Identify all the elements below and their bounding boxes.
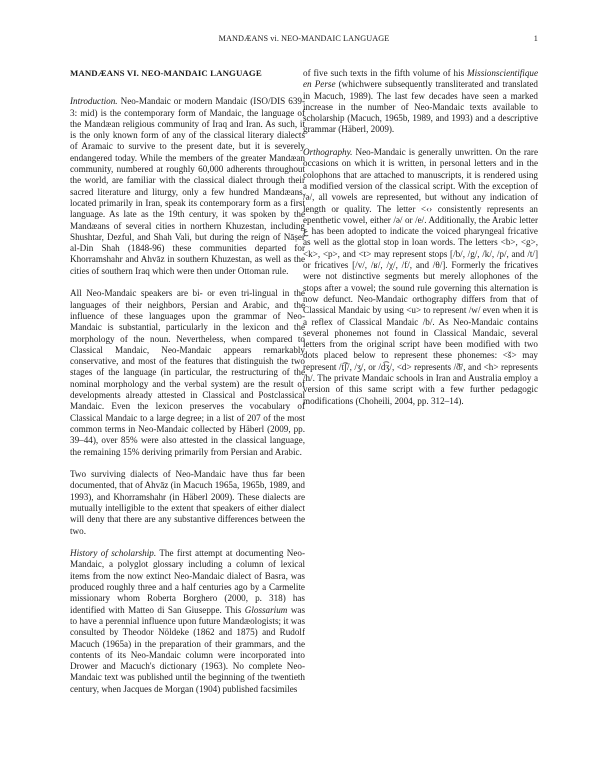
right-column	[303, 68, 538, 418]
introduction-paragraph	[70, 96, 305, 277]
page-number: 1	[533, 34, 538, 43]
history-paragraph-continued	[303, 68, 538, 136]
orthography-text: Neo-Mandaic is generally unwritten. On the rare occasions on which it is written, in personal letters and in the colophons that are attached to manuscripts, it is rendered using a modified version of the classical script. With the exception of /ə/, all vowels are represented, but without any indication of length or quality. The letter <‹› consistently represents an epenthetic vowel, either /ə/ or /e/. Additionally, the Arabic letter ع has been adopted to indicate the voiced pharyngeal fricative as well as the glottal stop in loan words. The letters <b>, <g>, <k>, <p>, and <t> may represent stops [/b/, /g/, /k/, /p/, and /t/] or fricatives [/v/, /ʁ/, /χ/, /f/, and /θ/]. Formerly the fricatives were not distinctive segments but merely allophones of the stops after a vowel; the sound rule governing this alternation is now defunct. Neo-Mandaic orthography differs from that of Classical Mandaic by using <u> to represent /w/ even when it is a reflex of Classical Mandaic /b/. As Neo-Mandaic contains several phonemes not found in Classical Mandaic, several letters from the original script have been modified with two dots placed below to represent these phonemes: <š> may represent /t͡ʃ/, /ʒ/, or /d͡ʒ/, <d> represents /ð̄/, and <h> represents /h/. The private Mandaic schools in Iran and Australia employ a version of this same script with a few further pedagogic modifications (Choheili, 2004, pp. 312–14).	[303, 147, 538, 406]
orthography-heading: Orthography.	[303, 147, 353, 158]
introduction-heading: Introduction.	[70, 96, 118, 107]
article-title: MANDÆANS VI. NEO-MANDAIC LANGUAGE	[70, 68, 262, 78]
glossarium-title: Glossarium	[244, 604, 288, 615]
left-column	[70, 68, 305, 706]
history-text-a: The first attempt at documenting Neo-Mandaic, a polyglot glossary including a column of lexical items from the now extinct Neo-Mandaic dialect of Basra, was produced roughly three and a half centuries ago by a Carmelite missionary whom Roberta Borghero (2000, p. 318) has identified with Matteo di San Giuseppe. This	[70, 548, 306, 615]
history-text-c-continued: (whichwere subsequently transliterated and translated in Macuch, 1989). The last few decades have seen a marked increase in the number of Neo-Mandaic texts available to scholarship (Macuch, 1965b, 1989, and 1993) and a descriptive grammar (Häberl, 2009).	[303, 79, 538, 135]
history-paragraph-start	[70, 548, 305, 695]
history-text-b-continued: of five such texts in the fifth volume of his	[303, 68, 468, 78]
history-heading: History of scholarship.	[70, 548, 157, 559]
speakers-paragraph: All Neo-Mandaic speakers are bi- or even tri-lingual in the languages of their neighbors, Persian and Arabic, and the influence of these languages upon the grammar of Neo-Mandaic is substantial, particularly in the lexicon and the morphology of the noun. Nevertheless, when compared to Classical Mandaic, Neo-Mandaic appears remarkably conservative, and most of the features that distinguish the two stages of the language (in particular, the restructuring of the nominal morphology and the verbal system) are the result of developments already attested in Classical and Postclassical Mandaic. Even the lexicon preserves the vocabulary of Classical Mandaic to a large degree; in a list of 207 of the most common terms in Neo-Mandaic collected by Häberl (2009, pp. 39–44), over 85% were also attested in the classical language, the remaining 15% deriving primarily from Persian and Arabic.	[70, 288, 305, 457]
running-title: MANDÆANS vi. NEO-MANDAIC LANGUAGE	[218, 34, 390, 43]
mission-title-continued: Missionscientifique en Perse	[303, 68, 538, 90]
orthography-paragraph	[303, 147, 538, 407]
history-text-b: was to have a perennial influence upon future Mandæologists; it was consulted by Theodor Nöldeke (1862 and 1875) and Rudolf Macuch (1965a) in the preparation of their grammars, and the contents of its Neo-Mandaic column were incorporated into Drower and Macuch's dictionary (1963). No complete Neo-Mandaic text was published until the beginning of the twentieth century, when Jacques de Morgan (1904) published facsimiles	[70, 604, 306, 694]
introduction-text: Neo-Mandaic or modern Mandaic (ISO/DIS 639-3: mid) is the contemporary form of Mandaic, the language of the Mandæan religious community of Iraq and Iran. As such, it is the only known form of any of the classical literary dialects of Aramaic to survive to the present date, but it is severely endangered today. While the members of the greater Mandæan community, numbered at roughly 60,000 adherents throughout the world, are familiar with the classical dialect through their sacred literature and liturgy, only a few hundred Mandæans, located primarily in Iran, speak its contemporary form as a first language. As late as the 19th century, it was spoken by the Mandæans of several cities in northern Khuzestan, including Shushtar, Dezful, and Shah Vali, but during the reign of Nāṣer al-Din Shah (1848-96) these communities departed for Khorramshahr and Ahvāz in southern Khuzestan, as well as the cities of southern Iraq which were then under Ottoman rule.	[70, 96, 305, 276]
running-header	[70, 34, 538, 48]
dialects-paragraph: Two surviving dialects of Neo-Mandaic have thus far been documented, that of Ahvāz (in Macuch 1965a, 1965b, 1989, and 1993), and Khorramshahr (in Häberl 2009). These dialects are mutually intelligible to the extent that speakers of either dialect will deny that there are any substantive differences between the two.	[70, 469, 305, 536]
